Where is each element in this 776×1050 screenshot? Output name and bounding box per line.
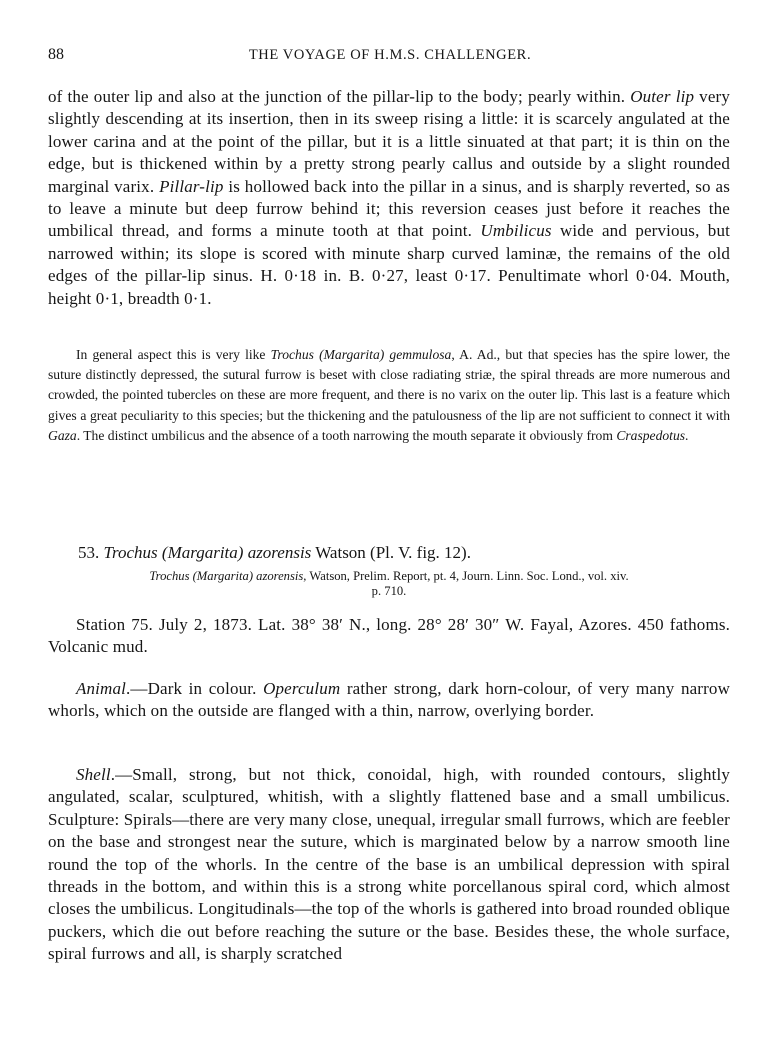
term-outer-lip: Outer lip: [630, 87, 695, 106]
text-span: . The distinct umbilicus and the absence of a tooth narrowing the mouth separate it obviously from: [76, 427, 617, 443]
species-name: Trochus (Margarita) azorensis: [103, 543, 312, 562]
species-heading: [48, 543, 730, 563]
term-operculum: Operculum: [263, 679, 341, 698]
station-record: Station 75. July 2, 1873. Lat. 38° 38′ N., long. 28° 28′ 30″ W. Fayal, Azores. 450 fathoms. Volcanic mud.: [48, 615, 730, 657]
species-number: 53.: [78, 543, 100, 562]
shell-paragraph: [48, 764, 730, 966]
taxon-gaza: Gaza: [48, 427, 77, 443]
taxon-gemmulosa: Trochus (Margarita) gemmulosa: [270, 347, 452, 362]
page-header: [48, 46, 732, 68]
synonym-reference: , Watson, Prelim. Report, pt. 4, Journ. Linn. Soc. Lond., vol. xiv.: [303, 569, 629, 583]
text-span: , A. Ad., but that species has the spire lower, the suture distinctly depressed, the sutural furrow is beset with close radiating striæ, the spiral threads are more numerous and crowded, the pointed tubercles on these are more frequent, and there is no varix on the outer lip. This last is a feature which gives a great peculiarity to this species; but the thickening and the patulousness of the lip are not sufficient to connect it with: [48, 347, 730, 423]
text-span: .—Small, strong, but not thick, conoidal, high, with rounded contours, slightly angulated, scalar, sculptured, whitish, with a slightly flattened base and a small umbilicus. Sculpture: Spirals—there are very many close, unequal, irregular small furrows, which are feebler on the base and strongest near the suture, which is marginated below by a narrow smooth line round the top of the whorls. In the centre of the base is an umbilical depression with spiral threads in the bottom, and within this is a strong white porcellanous spiral cord, which almost closes the umbilicus. Longitudinals—the top of the whorls is gathered into broad rounded oblique puckers, which die out before reaching the suture or the base. Besides these, the whole surface, spiral furrows and all, is sharply scratched: [48, 765, 730, 964]
text-span: of the outer lip and also at the junction of the pillar-lip to the body; pearly within.: [48, 87, 631, 106]
text-span: .: [685, 427, 689, 443]
term-umbilicus: Umbilicus: [480, 221, 552, 241]
description-paragraph: [48, 86, 730, 310]
remarks-note: [48, 345, 730, 446]
animal-paragraph: [48, 678, 730, 723]
text-span: In general aspect this is very like: [76, 347, 271, 362]
term-pillar-lip: Pillar-lip: [159, 176, 224, 196]
synonym-line: [48, 569, 730, 584]
text-span: very slightly descending at its insertion, then in its sweep rising a little: it is scarcely angulated at the lower carina and at the point of the pillar, but it is a little sinuated at that part; it is thin on the edge, but is thickened within by a pretty strong pearly callus and outside by a slight rounded marginal varix.: [48, 87, 730, 196]
synonym-page: p. 710.: [371, 584, 407, 598]
running-head: THE VOYAGE OF H.M.S. CHALLENGER.: [248, 47, 532, 63]
synonymy: [48, 569, 730, 599]
page-number: 88: [48, 46, 64, 63]
section-label-shell: Shell: [76, 765, 111, 784]
synonym-name: Trochus (Margarita) azorensis: [149, 569, 304, 583]
text-span: rather strong, dark horn-colour, of very many narrow whorls, which on the outside are flanged with a thin, narrow, overlying border.: [48, 679, 730, 721]
text-span: .—Dark in colour.: [126, 679, 264, 698]
section-label-animal: Animal: [76, 679, 127, 698]
text-span: wide and pervious, but narrowed within; its slope is scored with minute sharp curved laminæ, the remains of the old edges of the pillar-lip sinus. H. 0·18 in. B. 0·27, least 0·17. Penultimate whorl 0·04. Mouth, height 0·1, breadth 0·1.: [48, 221, 730, 308]
text-span: is hollowed back into the pillar in a sinus, and is sharply reverted, so as to leave a minute but deep furrow behind it; this reversion ceases just before it reaches the umbilical thread, and forms a minute tooth at that point.: [48, 176, 730, 241]
taxon-craspedotus: Craspedotus: [616, 427, 686, 443]
species-author: Watson (Pl. V. fig. 12).: [311, 543, 471, 562]
